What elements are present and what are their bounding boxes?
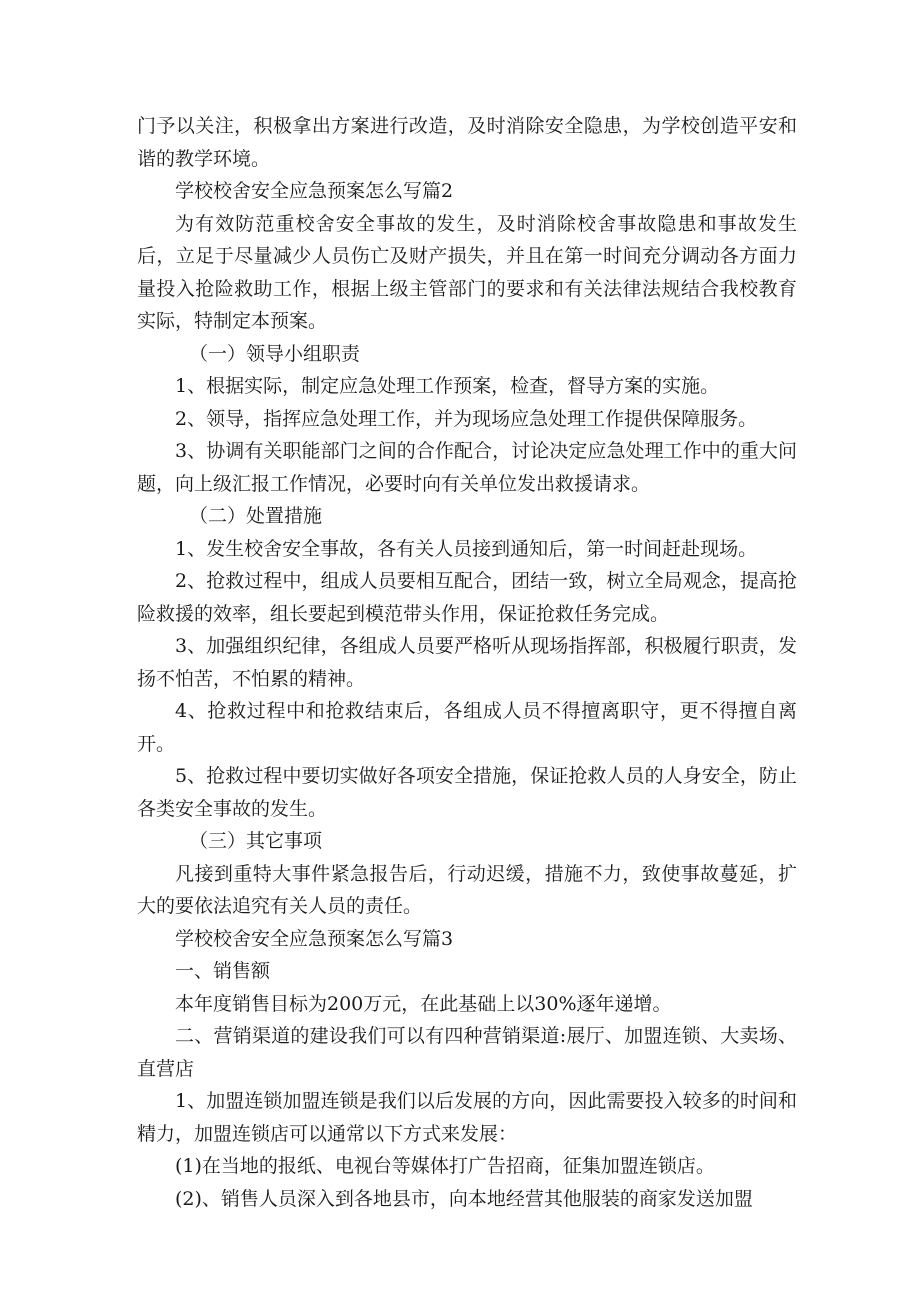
- section-heading: 学校校舍安全应急预案怎么写篇3: [175, 927, 454, 950]
- section-heading: 学校校舍安全应急预案怎么写篇2: [175, 180, 454, 202]
- subsection-heading: （一）领导小组职责: [189, 342, 361, 365]
- subsection-heading: （二）处置措施: [189, 505, 323, 527]
- list-item: 3、加强组织纪律，各组成人员要严格听从现场指挥部，积极履行职责，发扬不怕苦，不怕累的精神。: [137, 635, 797, 690]
- list-item: 2、领导，指挥应急处理工作，并为现场应急处理工作提供保障服务。: [175, 407, 758, 430]
- list-item: 4、抢救过程中和抢救结束后，各组成人员不得擅离职守，更不得擅自离开。: [137, 700, 797, 755]
- document-body: [137, 110, 797, 1215]
- list-item: 1、根据实际，制定应急处理工作预案，检查，督导方案的实施。: [175, 375, 720, 397]
- paragraph: 为有效防范重校舍安全事故的发生，及时消除校舍事故隐患和事故发生后，立足于尽量减少人员伤亡及财产损失，并且在第一时间充分调动各方面力量投入抢险救助工作，根据上级主管部门的要求和有关法律法规结合我校教育实际，特制定本预案。: [137, 212, 797, 332]
- list-item: 2、抢救过程中，组成人员要相互配合，团结一致，树立全局观念，提高抢险救援的效率，组长要起到模范带头作用，保证抢救任务完成。: [137, 570, 797, 625]
- list-item: (2)、销售人员深入到各地县市，向本地经营其他服装的商家发送加盟: [175, 1187, 753, 1210]
- list-item: 5、抢救过程中要切实做好各项安全措施，保证抢救人员的人身安全，防止各类安全事故的发生。: [137, 765, 797, 820]
- paragraph: 二、营销渠道的建设我们可以有四种营销渠道:展厅、加盟连锁、大卖场、直营店: [137, 1025, 797, 1080]
- subsection-heading: 一、销售额: [175, 960, 271, 982]
- list-item: 1、发生校舍安全事故，各有关人员接到通知后，第一时间赶赴现场。: [175, 537, 758, 560]
- list-item: 3、协调有关职能部门之间的合作配合，讨论决定应急处理工作中的重大问题，向上级汇报工作情况，必要时向有关单位发出救援请求。: [137, 440, 797, 495]
- list-item: (1)在当地的报纸、电视台等媒体打广告招商，征集加盟连锁店。: [175, 1155, 715, 1177]
- subsection-heading: （三）其它事项: [189, 830, 323, 852]
- paragraph: 本年度销售目标为200万元，在此基础上以30%逐年递增。: [175, 992, 672, 1015]
- paragraph: 门予以关注，积极拿出方案进行改造，及时消除安全隐患，为学校创造平安和谐的教学环境。: [137, 115, 797, 170]
- paragraph: 凡接到重特大事件紧急报告后，行动迟缓，措施不力，致使事故蔓延，扩大的要依法追究有关人员的责任。: [137, 862, 797, 917]
- list-item: 1、加盟连锁加盟连锁是我们以后发展的方向，因此需要投入较多的时间和精力，加盟连锁店可以通常以下方式来发展：: [137, 1090, 797, 1145]
